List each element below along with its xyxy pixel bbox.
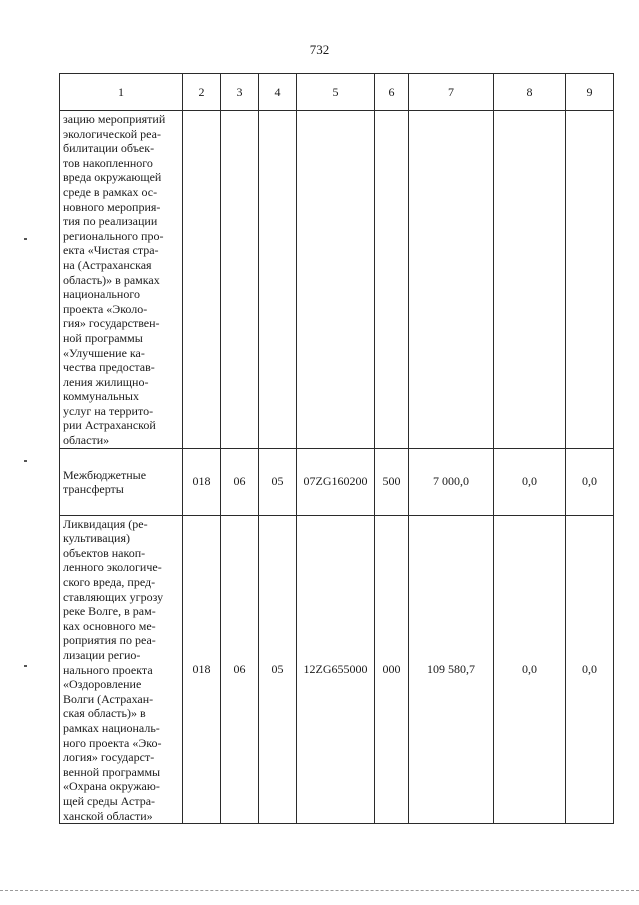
description-line: коммунальных [63, 389, 139, 404]
description-line: гия» государствен- [63, 316, 160, 331]
cell-col-7 [409, 111, 494, 449]
cell-col-5: 12ZG655000 [297, 515, 375, 823]
page-number: 732 [309, 42, 330, 57]
cell-col-9: 0,0 [566, 515, 614, 823]
description-line: вреда окружающей [63, 170, 162, 185]
description-line: регионального про- [63, 228, 164, 243]
description-line: область)» в рамках [63, 272, 160, 287]
cell-col-5: 07ZG160200 [297, 448, 375, 515]
description-line: экологической реа- [63, 126, 161, 141]
description-line: Межбюджетные [63, 467, 147, 482]
header-col-9: 9 [566, 74, 614, 111]
cell-col-2: 018 [183, 515, 221, 823]
description-line: национального [63, 287, 140, 302]
description-line: ного проекта «Эко- [63, 735, 162, 750]
cell-col-5 [297, 111, 375, 449]
cell-col-3: 06 [221, 448, 259, 515]
cell-col-6 [375, 111, 409, 449]
page-bottom-rule [0, 890, 639, 891]
scan-speck [24, 238, 27, 240]
description-line: услуг на террито- [63, 403, 154, 418]
description-line: ления жилищно- [63, 374, 149, 389]
description-line: на (Астраханская [63, 257, 152, 272]
header-col-3: 3 [221, 74, 259, 111]
cell-col-6: 000 [375, 515, 409, 823]
cell-col-7: 7 000,0 [409, 448, 494, 515]
description-line: «Охрана окружаю- [63, 779, 160, 794]
description-line: тия по реализации [63, 214, 158, 229]
cell-col-7: 109 580,7 [409, 515, 494, 823]
description-line: екта «Чистая стра- [63, 243, 159, 258]
description-line: щей среды Астра- [63, 793, 156, 808]
header-col-2: 2 [183, 74, 221, 111]
description-line: ская область)» в [63, 706, 146, 721]
description-line: среде в рамках ос- [63, 184, 158, 199]
row-description [60, 448, 183, 515]
cell-col-2 [183, 111, 221, 449]
cell-col-4: 05 [259, 515, 297, 823]
description-line: тов накопленного [63, 155, 153, 170]
description-line: области» [63, 433, 110, 448]
header-col-5: 5 [297, 74, 375, 111]
cell-col-2: 018 [183, 448, 221, 515]
description-line: чества предостав- [63, 360, 155, 375]
header-col-6: 6 [375, 74, 409, 111]
description-line: нального проекта [63, 662, 153, 677]
cell-col-9 [566, 111, 614, 449]
table-row [60, 448, 614, 515]
description-line: культивация) [63, 531, 130, 546]
description-line: новного мероприя- [63, 199, 161, 214]
description-line: рии Астраханской [63, 418, 156, 433]
description-line: Ликвидация (ре- [63, 516, 148, 531]
description-line: трансферты [63, 482, 124, 497]
header-col-1: 1 [60, 74, 183, 111]
header-col-8: 8 [494, 74, 566, 111]
description-line: ханской области» [63, 808, 153, 823]
description-line: лизации регио- [63, 648, 141, 662]
header-col-7: 7 [409, 74, 494, 111]
description-line: роприятия по реа- [63, 633, 156, 648]
cell-col-8: 0,0 [494, 515, 566, 823]
row-description [60, 515, 183, 823]
table-row [60, 515, 614, 823]
description-line: Волги (Астрахан- [63, 691, 154, 706]
description-line: ках основного ме- [63, 618, 156, 633]
scan-speck [24, 665, 27, 667]
description-line: логия» государст- [63, 750, 155, 765]
scan-speck [24, 460, 27, 462]
description-line: объектов накоп- [63, 545, 146, 560]
cell-col-8: 0,0 [494, 448, 566, 515]
cell-col-4 [259, 111, 297, 449]
cell-col-3 [221, 111, 259, 449]
description-line: зацию мероприятий [63, 112, 166, 126]
cell-col-8 [494, 111, 566, 449]
cell-col-6: 500 [375, 448, 409, 515]
description-line: венной программы [63, 764, 161, 779]
cell-col-4: 05 [259, 448, 297, 515]
description-line: реке Волге, в рам- [63, 604, 156, 619]
description-line: ставляющих угрозу [63, 589, 164, 604]
budget-table [59, 73, 614, 824]
cell-col-3: 06 [221, 515, 259, 823]
description-line: рамках националь- [63, 720, 160, 735]
description-line: билитации объек- [63, 141, 155, 156]
description-line: проекта «Эколо- [63, 301, 148, 316]
header-row [60, 74, 614, 111]
description-line: «Улучшение ка- [63, 345, 145, 360]
description-line: ной программы [63, 330, 143, 345]
table-row [60, 111, 614, 449]
description-line: «Оздоровление [63, 677, 142, 692]
cell-col-9: 0,0 [566, 448, 614, 515]
row-description [60, 111, 183, 449]
description-line: ленного экологиче- [63, 560, 162, 575]
description-line: ского вреда, пред- [63, 575, 156, 590]
header-col-4: 4 [259, 74, 297, 111]
